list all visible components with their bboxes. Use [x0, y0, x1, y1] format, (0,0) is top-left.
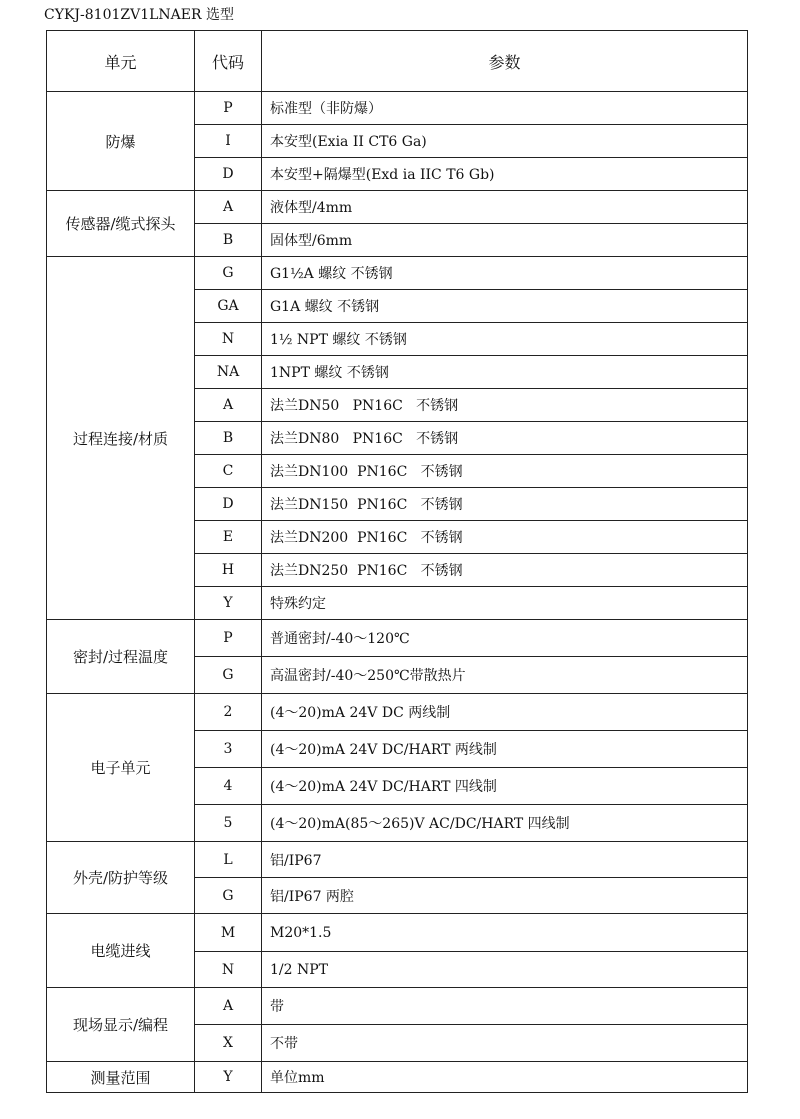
- code-cell: G: [195, 657, 262, 694]
- param-cell: 标准型（非防爆）: [262, 92, 748, 125]
- param-cell: 1/2 NPT: [262, 952, 748, 988]
- param-cell: (4～20)mA 24V DC 两线制: [262, 694, 748, 731]
- code-cell: 4: [195, 768, 262, 805]
- code-cell: I: [195, 125, 262, 158]
- param-cell: 铝/IP67: [262, 842, 748, 878]
- param-cell: 不带: [262, 1025, 748, 1062]
- code-cell: 2: [195, 694, 262, 731]
- code-cell: X: [195, 1025, 262, 1062]
- unit-cell: 传感器/缆式探头: [47, 191, 195, 257]
- unit-cell: 现场显示/编程: [47, 988, 195, 1062]
- code-cell: B: [195, 422, 262, 455]
- param-cell: 高温密封/-40～250℃带散热片: [262, 657, 748, 694]
- header-code: 代码: [195, 31, 262, 92]
- param-cell: 普通密封/-40～120℃: [262, 620, 748, 657]
- table-header-row: [47, 31, 748, 92]
- param-cell: (4～20)mA(85～265)V AC/DC/HART 四线制: [262, 805, 748, 842]
- param-cell: (4～20)mA 24V DC/HART 四线制: [262, 768, 748, 805]
- param-cell: 液体型/4mm: [262, 191, 748, 224]
- table-row: [47, 694, 748, 731]
- param-cell: 法兰DN250 PN16C 不锈钢: [262, 554, 748, 587]
- document-title: CYKJ-8101ZV1LNAER 选型: [44, 7, 234, 23]
- unit-cell: 过程连接/材质: [47, 257, 195, 620]
- code-cell: N: [195, 323, 262, 356]
- code-cell: C: [195, 455, 262, 488]
- code-cell: G: [195, 878, 262, 914]
- unit-cell: 电子单元: [47, 694, 195, 842]
- unit-cell: 防爆: [47, 92, 195, 191]
- code-cell: G: [195, 257, 262, 290]
- param-cell: 铝/IP67 两腔: [262, 878, 748, 914]
- unit-cell: 测量范围: [47, 1062, 195, 1093]
- header-unit: 单元: [47, 31, 195, 92]
- unit-cell: 电缆进线: [47, 914, 195, 988]
- table-row: [47, 257, 748, 290]
- code-cell: D: [195, 488, 262, 521]
- param-cell: 1NPT 螺纹 不锈钢: [262, 356, 748, 389]
- param-cell: 法兰DN150 PN16C 不锈钢: [262, 488, 748, 521]
- param-cell: G1A 螺纹 不锈钢: [262, 290, 748, 323]
- code-cell: M: [195, 914, 262, 952]
- code-cell: A: [195, 389, 262, 422]
- code-cell: Y: [195, 587, 262, 620]
- param-cell: 单位mm: [262, 1062, 748, 1093]
- table-row: [47, 620, 748, 657]
- param-cell: M20*1.5: [262, 914, 748, 952]
- unit-cell: 外壳/防护等级: [47, 842, 195, 914]
- code-cell: A: [195, 191, 262, 224]
- table-row: [47, 1062, 748, 1093]
- param-cell: 法兰DN100 PN16C 不锈钢: [262, 455, 748, 488]
- param-cell: 本安型+隔爆型(Exd ia IIC T6 Gb): [262, 158, 748, 191]
- code-cell: Y: [195, 1062, 262, 1093]
- code-cell: 5: [195, 805, 262, 842]
- code-cell: H: [195, 554, 262, 587]
- code-cell: N: [195, 952, 262, 988]
- header-param: 参数: [262, 31, 748, 92]
- param-cell: 法兰DN80 PN16C 不锈钢: [262, 422, 748, 455]
- table-row: [47, 92, 748, 125]
- param-cell: 1½ NPT 螺纹 不锈钢: [262, 323, 748, 356]
- code-cell: P: [195, 620, 262, 657]
- code-cell: D: [195, 158, 262, 191]
- table-row: [47, 988, 748, 1025]
- param-cell: (4～20)mA 24V DC/HART 两线制: [262, 731, 748, 768]
- code-cell: L: [195, 842, 262, 878]
- param-cell: 固体型/6mm: [262, 224, 748, 257]
- code-cell: NA: [195, 356, 262, 389]
- table-row: [47, 914, 748, 952]
- code-cell: B: [195, 224, 262, 257]
- param-cell: 本安型(Exia II CT6 Ga): [262, 125, 748, 158]
- code-cell: P: [195, 92, 262, 125]
- table-row: [47, 191, 748, 224]
- param-cell: 特殊约定: [262, 587, 748, 620]
- param-cell: 法兰DN50 PN16C 不锈钢: [262, 389, 748, 422]
- param-cell: 法兰DN200 PN16C 不锈钢: [262, 521, 748, 554]
- code-cell: 3: [195, 731, 262, 768]
- model-selection-table: [46, 30, 748, 1093]
- code-cell: E: [195, 521, 262, 554]
- unit-cell: 密封/过程温度: [47, 620, 195, 694]
- table-row: [47, 842, 748, 878]
- code-cell: GA: [195, 290, 262, 323]
- param-cell: 带: [262, 988, 748, 1025]
- code-cell: A: [195, 988, 262, 1025]
- param-cell: G1½A 螺纹 不锈钢: [262, 257, 748, 290]
